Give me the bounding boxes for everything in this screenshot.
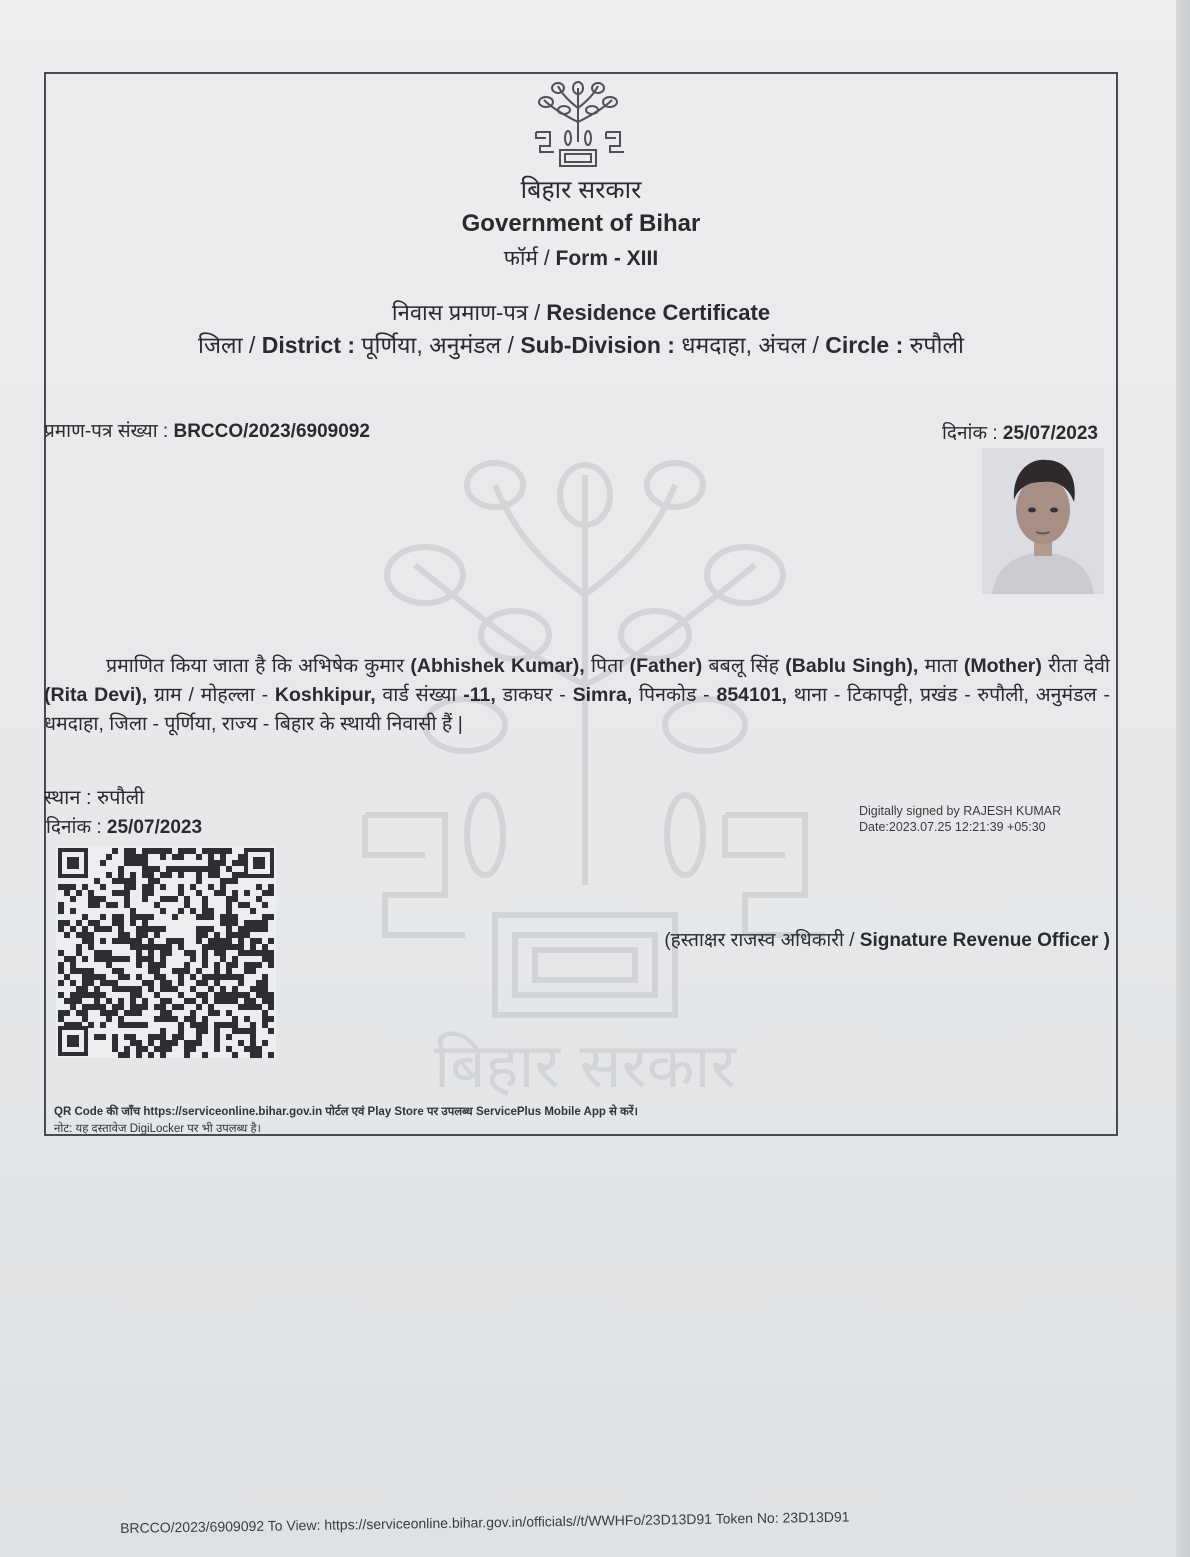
certificate-body (44, 652, 1110, 739)
circle-value: रुपौली (909, 332, 964, 358)
place-line (44, 783, 144, 810)
circle-label: Circle : (825, 332, 904, 358)
cert-no-value: BRCCO/2023/6909092 (173, 421, 370, 442)
subdivision-label: Sub-Division : (520, 332, 675, 358)
svg-text:बिहार सरकार: बिहार सरकार (434, 1029, 736, 1102)
signature-label-english: Signature Revenue Officer ) (859, 930, 1110, 951)
qr-code[interactable] (56, 846, 276, 1058)
issue-date (942, 419, 1098, 445)
header-english-title: Government of Bihar (461, 210, 701, 237)
form-number (44, 244, 1118, 272)
mother-label: (Mother) (963, 655, 1042, 677)
certificate-title (44, 297, 1118, 327)
signature-line (664, 926, 1110, 952)
body-text-5: रीता देवी (1048, 655, 1110, 677)
father-label: (Father) (629, 655, 703, 677)
body-text-10: थाना - टिकापट्टी, प्रखंड - रुपौली, अनुमंडल - धमदाहा, जिला - पूर्णिया, राज्य - बिहार के स्थायी निवासी हैं | (44, 684, 1111, 735)
applicant-photo (982, 448, 1104, 594)
body-text-1: प्रमाणित किया जाता है कि अभिषेक कुमार (106, 655, 405, 677)
body-text-6: ग्राम / मोहल्ला - (154, 684, 269, 706)
place-date-label: दिनांक : (46, 817, 102, 838)
place-label: स्थान : (44, 787, 92, 809)
footer-url-line: BRCCO/2023/6909092 To View: https://serviceonline.bihar.gov.in/officials//t/WWHFo/23D13D91 Token No: 23D13D91 (120, 1508, 850, 1536)
post-office: Simra, (572, 684, 633, 706)
signature-label-hindi: (हस्ताक्षर राजस्व अधिकारी / (664, 930, 855, 951)
certificate-title-english: Residence Certificate (546, 300, 771, 325)
pincode: 854101, (716, 684, 787, 706)
father-name: (Bablu Singh), (785, 655, 919, 677)
body-text-3: बबलू सिंह (708, 655, 779, 677)
qr-verification-note: QR Code की जाँच https://serviceonline.bihar.gov.in पोर्टल एवं Play Store पर उपलब्ध ServicePlus Mobile App से करें। (54, 1106, 638, 1118)
page-edge (1176, 0, 1190, 1557)
digital-signature-name: Digitally signed by RAJESH KUMAR (859, 804, 1062, 818)
digital-signature (859, 803, 1061, 835)
place-date-value: 25/07/2023 (106, 817, 203, 838)
form-english: Form - XIII (555, 247, 659, 270)
village-name: Koshkipur, (274, 684, 376, 706)
issue-date-value: 25/07/2023 (1002, 423, 1098, 444)
body-text-7: वार्ड संख्या (382, 684, 457, 706)
district-line (44, 328, 1118, 360)
place-value: रुपौली (97, 787, 145, 809)
digital-signature-date: Date:2023.07.25 12:21:39 +05:30 (859, 820, 1046, 834)
header-hindi-title: बिहार सरकार (520, 176, 642, 204)
body-text-4: माता (924, 655, 958, 677)
mother-name: (Rita Devi), (44, 684, 148, 706)
place-date-line (46, 813, 202, 839)
certificate-title-hindi: निवास प्रमाण-पत्र / (391, 300, 541, 325)
district-label: District : (261, 332, 356, 358)
form-hindi: फॉर्म / (503, 247, 550, 270)
subdivision-value: धमदाहा, अंचल / (681, 332, 819, 358)
ward-number: -11, (463, 684, 496, 706)
issue-date-label: दिनांक : (941, 423, 998, 444)
district-label-hindi: जिला / (197, 332, 256, 358)
verification-note (54, 1104, 638, 1138)
district-value: पूर्णिया, अनुमंडल / (361, 332, 514, 358)
body-text-9: पिनकोड - (639, 684, 710, 706)
bihar-emblem-logo (530, 80, 626, 172)
body-text-2: पिता (591, 655, 624, 677)
certificate-number (44, 417, 370, 443)
applicant-name: (Abhishek Kumar), (410, 655, 585, 677)
body-text-8: डाकघर - (502, 684, 566, 706)
digilocker-note: नोट: यह दस्तावेज DigiLocker पर भी उपलब्ध है। (54, 1123, 261, 1135)
cert-no-label: प्रमाण-पत्र संख्या : (44, 421, 169, 442)
